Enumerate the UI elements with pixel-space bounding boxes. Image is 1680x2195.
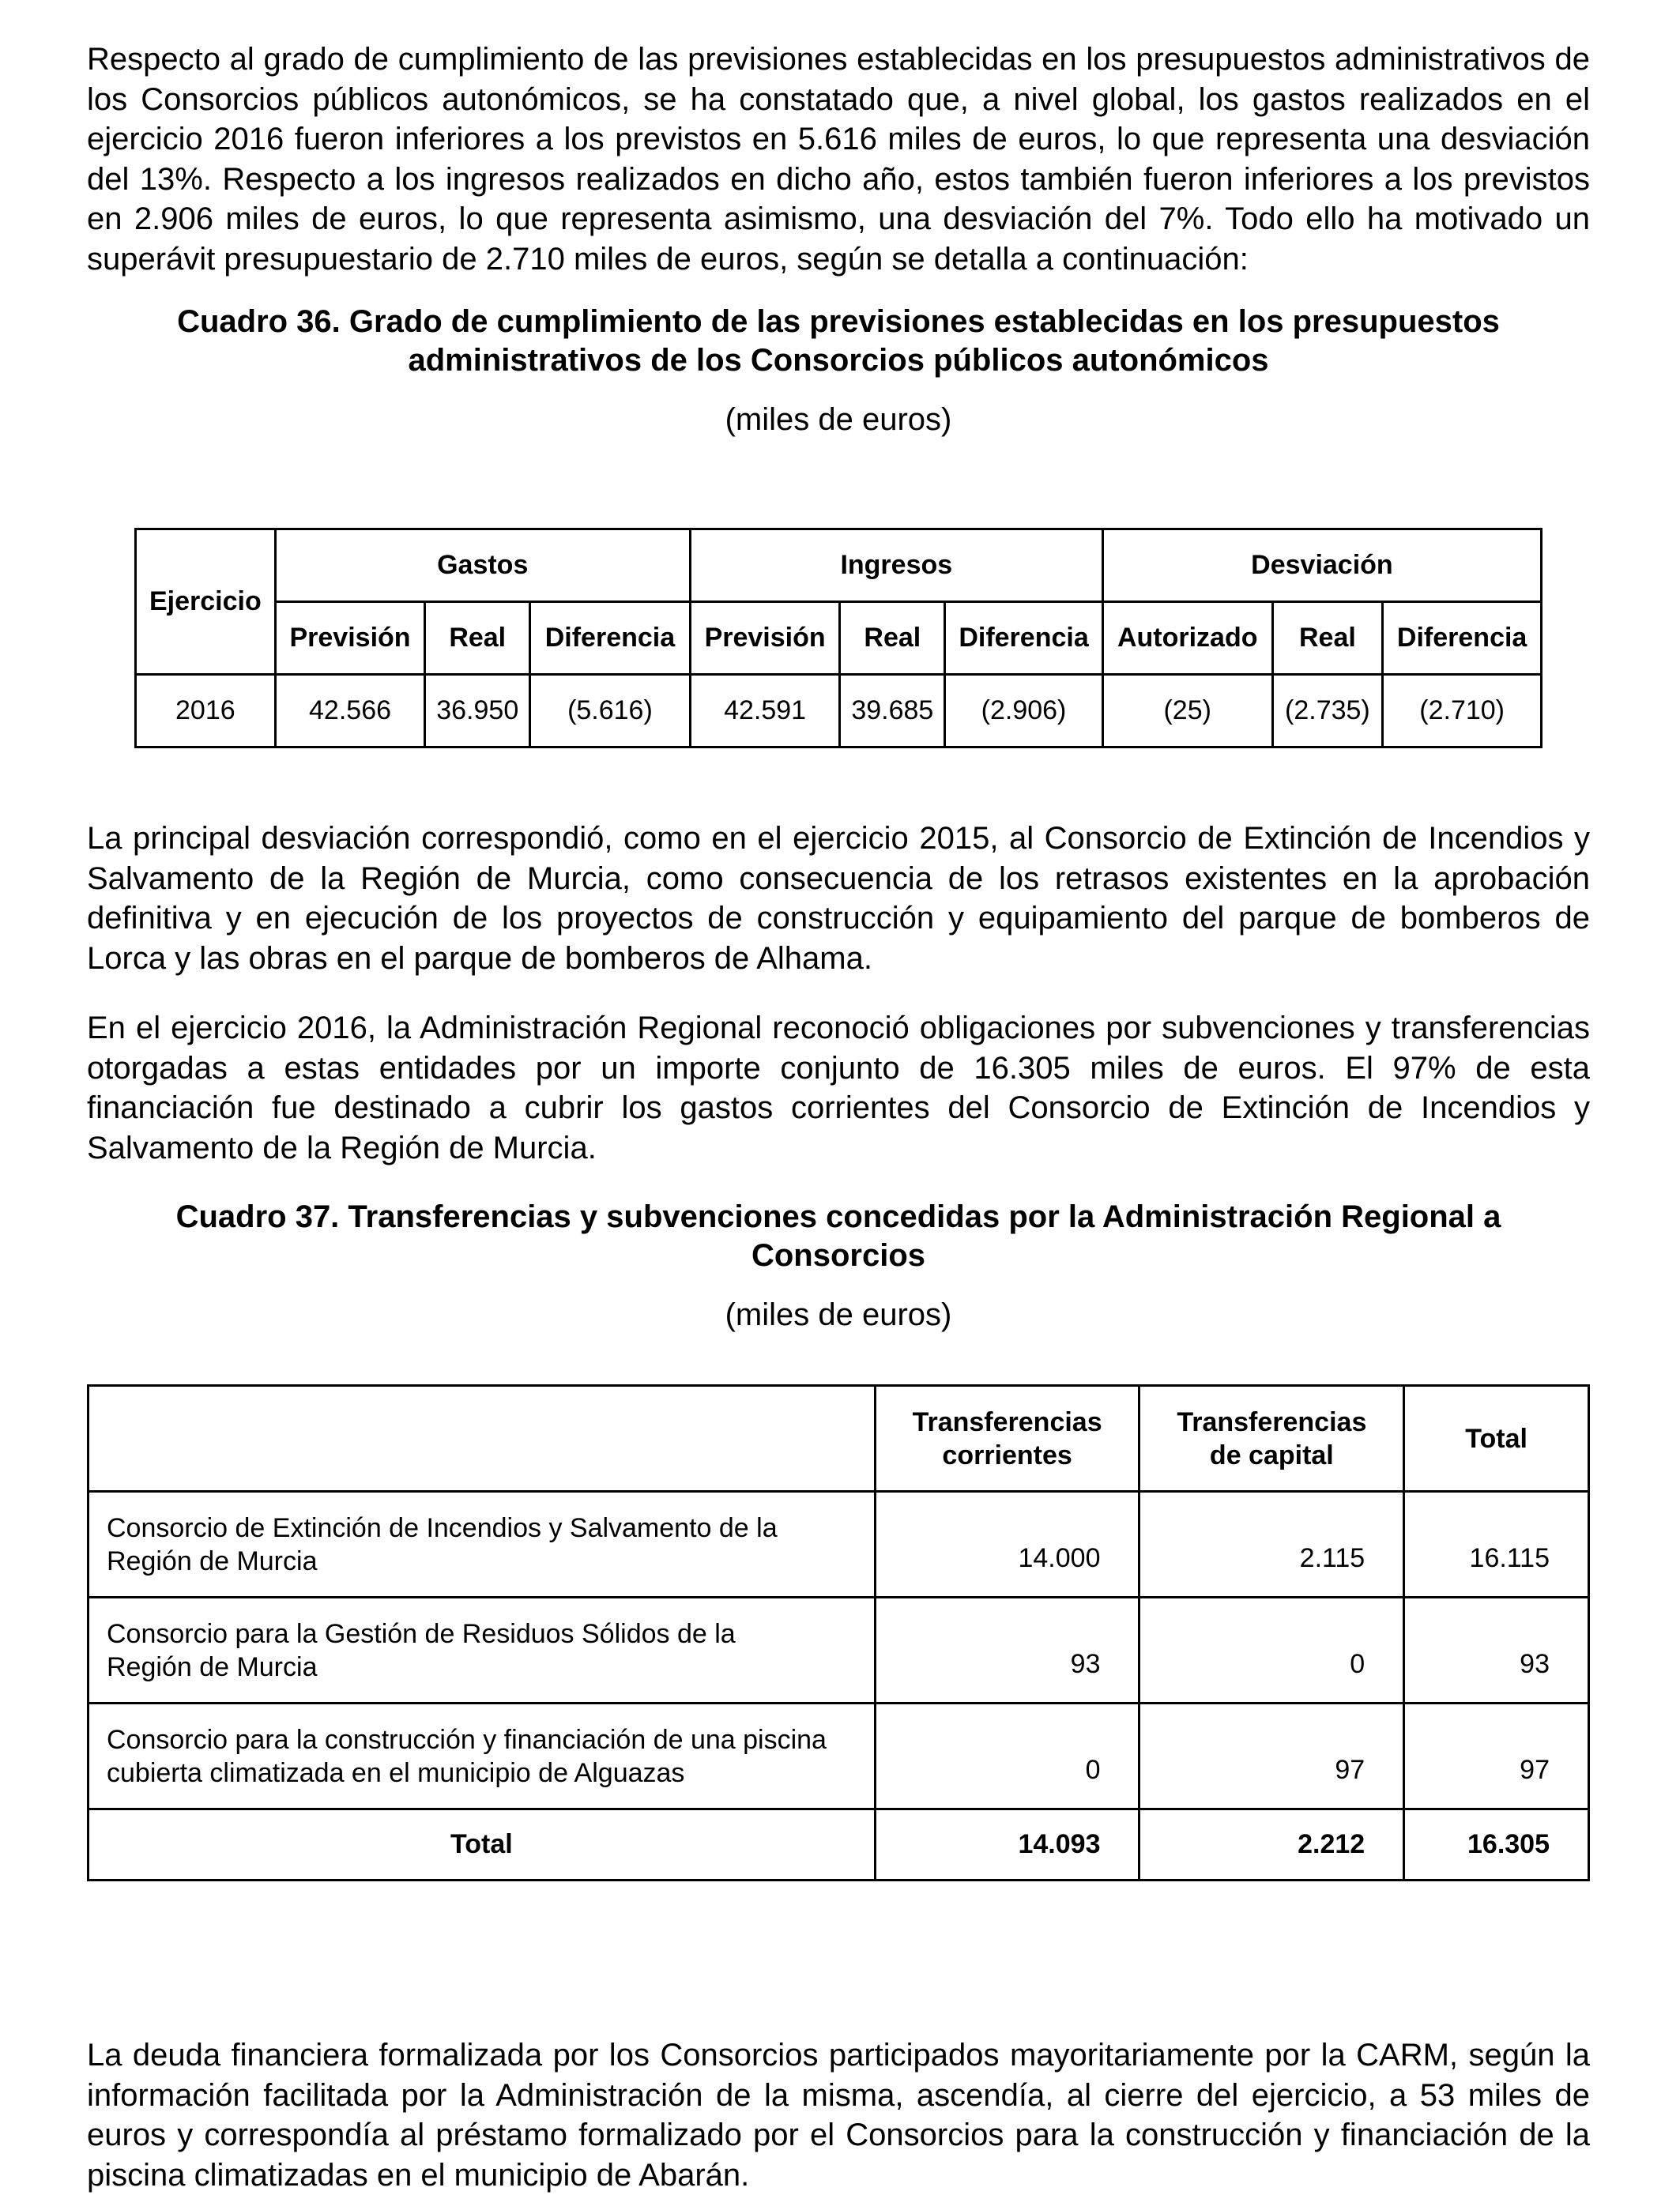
cell-corrientes: 0 [875,1704,1139,1809]
header-desviacion-autorizado: Autorizado [1102,602,1272,675]
header-ejercicio: Ejercicio [136,529,276,675]
total-total: 16.305 [1404,1809,1589,1881]
row-name [89,1598,876,1704]
total-row [89,1809,1589,1881]
cell-capital: 0 [1139,1598,1404,1704]
header-desviacion-diferencia: Diferencia [1383,602,1542,675]
cell-gastos-diferencia: (5.616) [530,675,691,747]
cell-corrientes: 14.000 [875,1492,1139,1598]
header-ingresos: Ingresos [690,529,1102,602]
total-capital: 2.212 [1139,1809,1404,1881]
cuadro36-table [134,528,1543,748]
header-ingresos-prevision: Previsión [690,602,840,675]
cell-desviacion-autorizado: (25) [1102,675,1272,747]
cuadro37-caption-line1: Cuadro 37. Transferencias y subvenciones concedidas por la Administración Regional a [175,1199,1501,1234]
cell-corrientes: 93 [875,1598,1139,1704]
cell-desviacion-diferencia: (2.710) [1383,675,1542,747]
cuadro37-table [87,1384,1590,1881]
header-corrientes-line1: Transferencias [912,1406,1102,1437]
cell-ejercicio: 2016 [136,675,276,747]
table-row [89,1704,1589,1809]
header-desviacion: Desviación [1102,529,1541,602]
cuadro37-caption-line2: Consorcios [751,1238,926,1273]
cell-ingresos-prevision: 42.591 [690,675,840,747]
header-gastos-diferencia: Diferencia [530,602,691,675]
cuadro36-caption-line1: Cuadro 36. Grado de cumplimiento de las previsiones establecidas en los presupuestos [177,304,1500,339]
header-ingresos-diferencia: Diferencia [945,602,1103,675]
header-capital-line1: Transferencias [1177,1406,1367,1437]
row-name-line1: Consorcio para la construcción y financiación de una piscina [107,1724,827,1755]
document-body-middle [87,819,1590,1334]
paragraph-4: La deuda financiera formalizada por los Consorcios participados mayoritariamente por la CARM, según la información facilitada por la Administración de la misma, ascendía, al cierre del ejercicio, a 53 miles de euros y correspondía al préstamo formalizado por el Consorcios para la construcción y financiación de la piscina climatizadas en el municipio de Abarán. [87,2038,1590,2193]
cuadro37-caption [87,1198,1590,1275]
intro-paragraph: Respecto al grado de cumplimiento de las previsiones establecidas en los presupuestos administrativos de los Consorcios públicos autonómicos, se ha constatado que, a nivel global, los gastos realizados en el ejercicio 2016 fueron inferiores a los previstos en 5.616 miles de euros, lo que representa una desviación del 13%. Respecto a los ingresos realizados en dicho año, estos también fueron inferiores a los previstos en 2.906 miles de euros, lo que representa asimismo, una desviación del 7%. Todo ello ha motivado un superávit presupuestario de 2.710 miles de euros, según se detalla a continuación: [87,42,1590,277]
row-name-line2: Región de Murcia [107,1651,318,1682]
table-row [136,675,1542,747]
document-page [87,40,1590,439]
paragraph-2: La principal desviación correspondió, como en el ejercicio 2015, al Consorcio de Extinción de Incendios y Salvamento de la Región de Murcia, como consecuencia de los retrasos existentes en la aprobación definitiva y en ejecución de los proyectos de construcción y equipamiento del parque de bomberos de Lorca y las obras en el parque de bomberos de Alhama. [87,821,1590,976]
table-row [89,1492,1589,1598]
header-gastos: Gastos [275,529,690,602]
header-gastos-prevision: Previsión [275,602,425,675]
cuadro36-caption [87,303,1590,380]
cell-capital: 2.115 [1139,1492,1404,1598]
document-body-bottom [87,2035,1590,2195]
total-label: Total [89,1809,876,1881]
paragraph-3: En el ejercicio 2016, la Administración Regional reconoció obligaciones por subvenciones y transferencias otorgadas a estas entidades por un importe conjunto de 16.305 miles de euros. El 97% de esta financiación fue destinado a cubrir los gastos corrientes del Consorcio de Extinción de Incendios y Salvamento de la Región de Murcia. [87,1011,1590,1165]
row-name [89,1704,876,1809]
cuadro37-units: (miles de euros) [725,1297,952,1332]
cell-capital: 97 [1139,1704,1404,1809]
cell-gastos-real: 36.950 [425,675,530,747]
row-name-line2: cubierta climatizada en el municipio de Alguazas [107,1757,685,1788]
total-corrientes: 14.093 [875,1809,1139,1881]
header-gastos-real: Real [425,602,530,675]
header-ingresos-real: Real [840,602,945,675]
cuadro36-caption-line2: administrativos de los Consorcios públicos autonómicos [408,343,1269,378]
header-capital-line2: de capital [1209,1440,1334,1470]
table-row [89,1598,1589,1704]
cell-ingresos-diferencia: (2.906) [945,675,1103,747]
row-name-line1: Consorcio de Extinción de Incendios y Salvamento de la [107,1512,778,1543]
cuadro36-units: (miles de euros) [725,402,952,437]
row-name-line2: Región de Murcia [107,1546,318,1576]
header-blank [89,1386,876,1492]
header-transferencias-capital [1139,1386,1404,1492]
cell-desviacion-real: (2.735) [1272,675,1383,747]
header-desviacion-real: Real [1272,602,1383,675]
header-corrientes-line2: corrientes [942,1440,1072,1470]
cell-gastos-prevision: 42.566 [275,675,425,747]
cell-ingresos-real: 39.685 [840,675,945,747]
cell-total: 16.115 [1404,1492,1589,1598]
header-total: Total [1404,1386,1589,1492]
cell-total: 93 [1404,1598,1589,1704]
row-name [89,1492,876,1598]
cell-total: 97 [1404,1704,1589,1809]
row-name-line1: Consorcio para la Gestión de Residuos Sólidos de la [107,1618,736,1649]
header-transferencias-corrientes [875,1386,1139,1492]
